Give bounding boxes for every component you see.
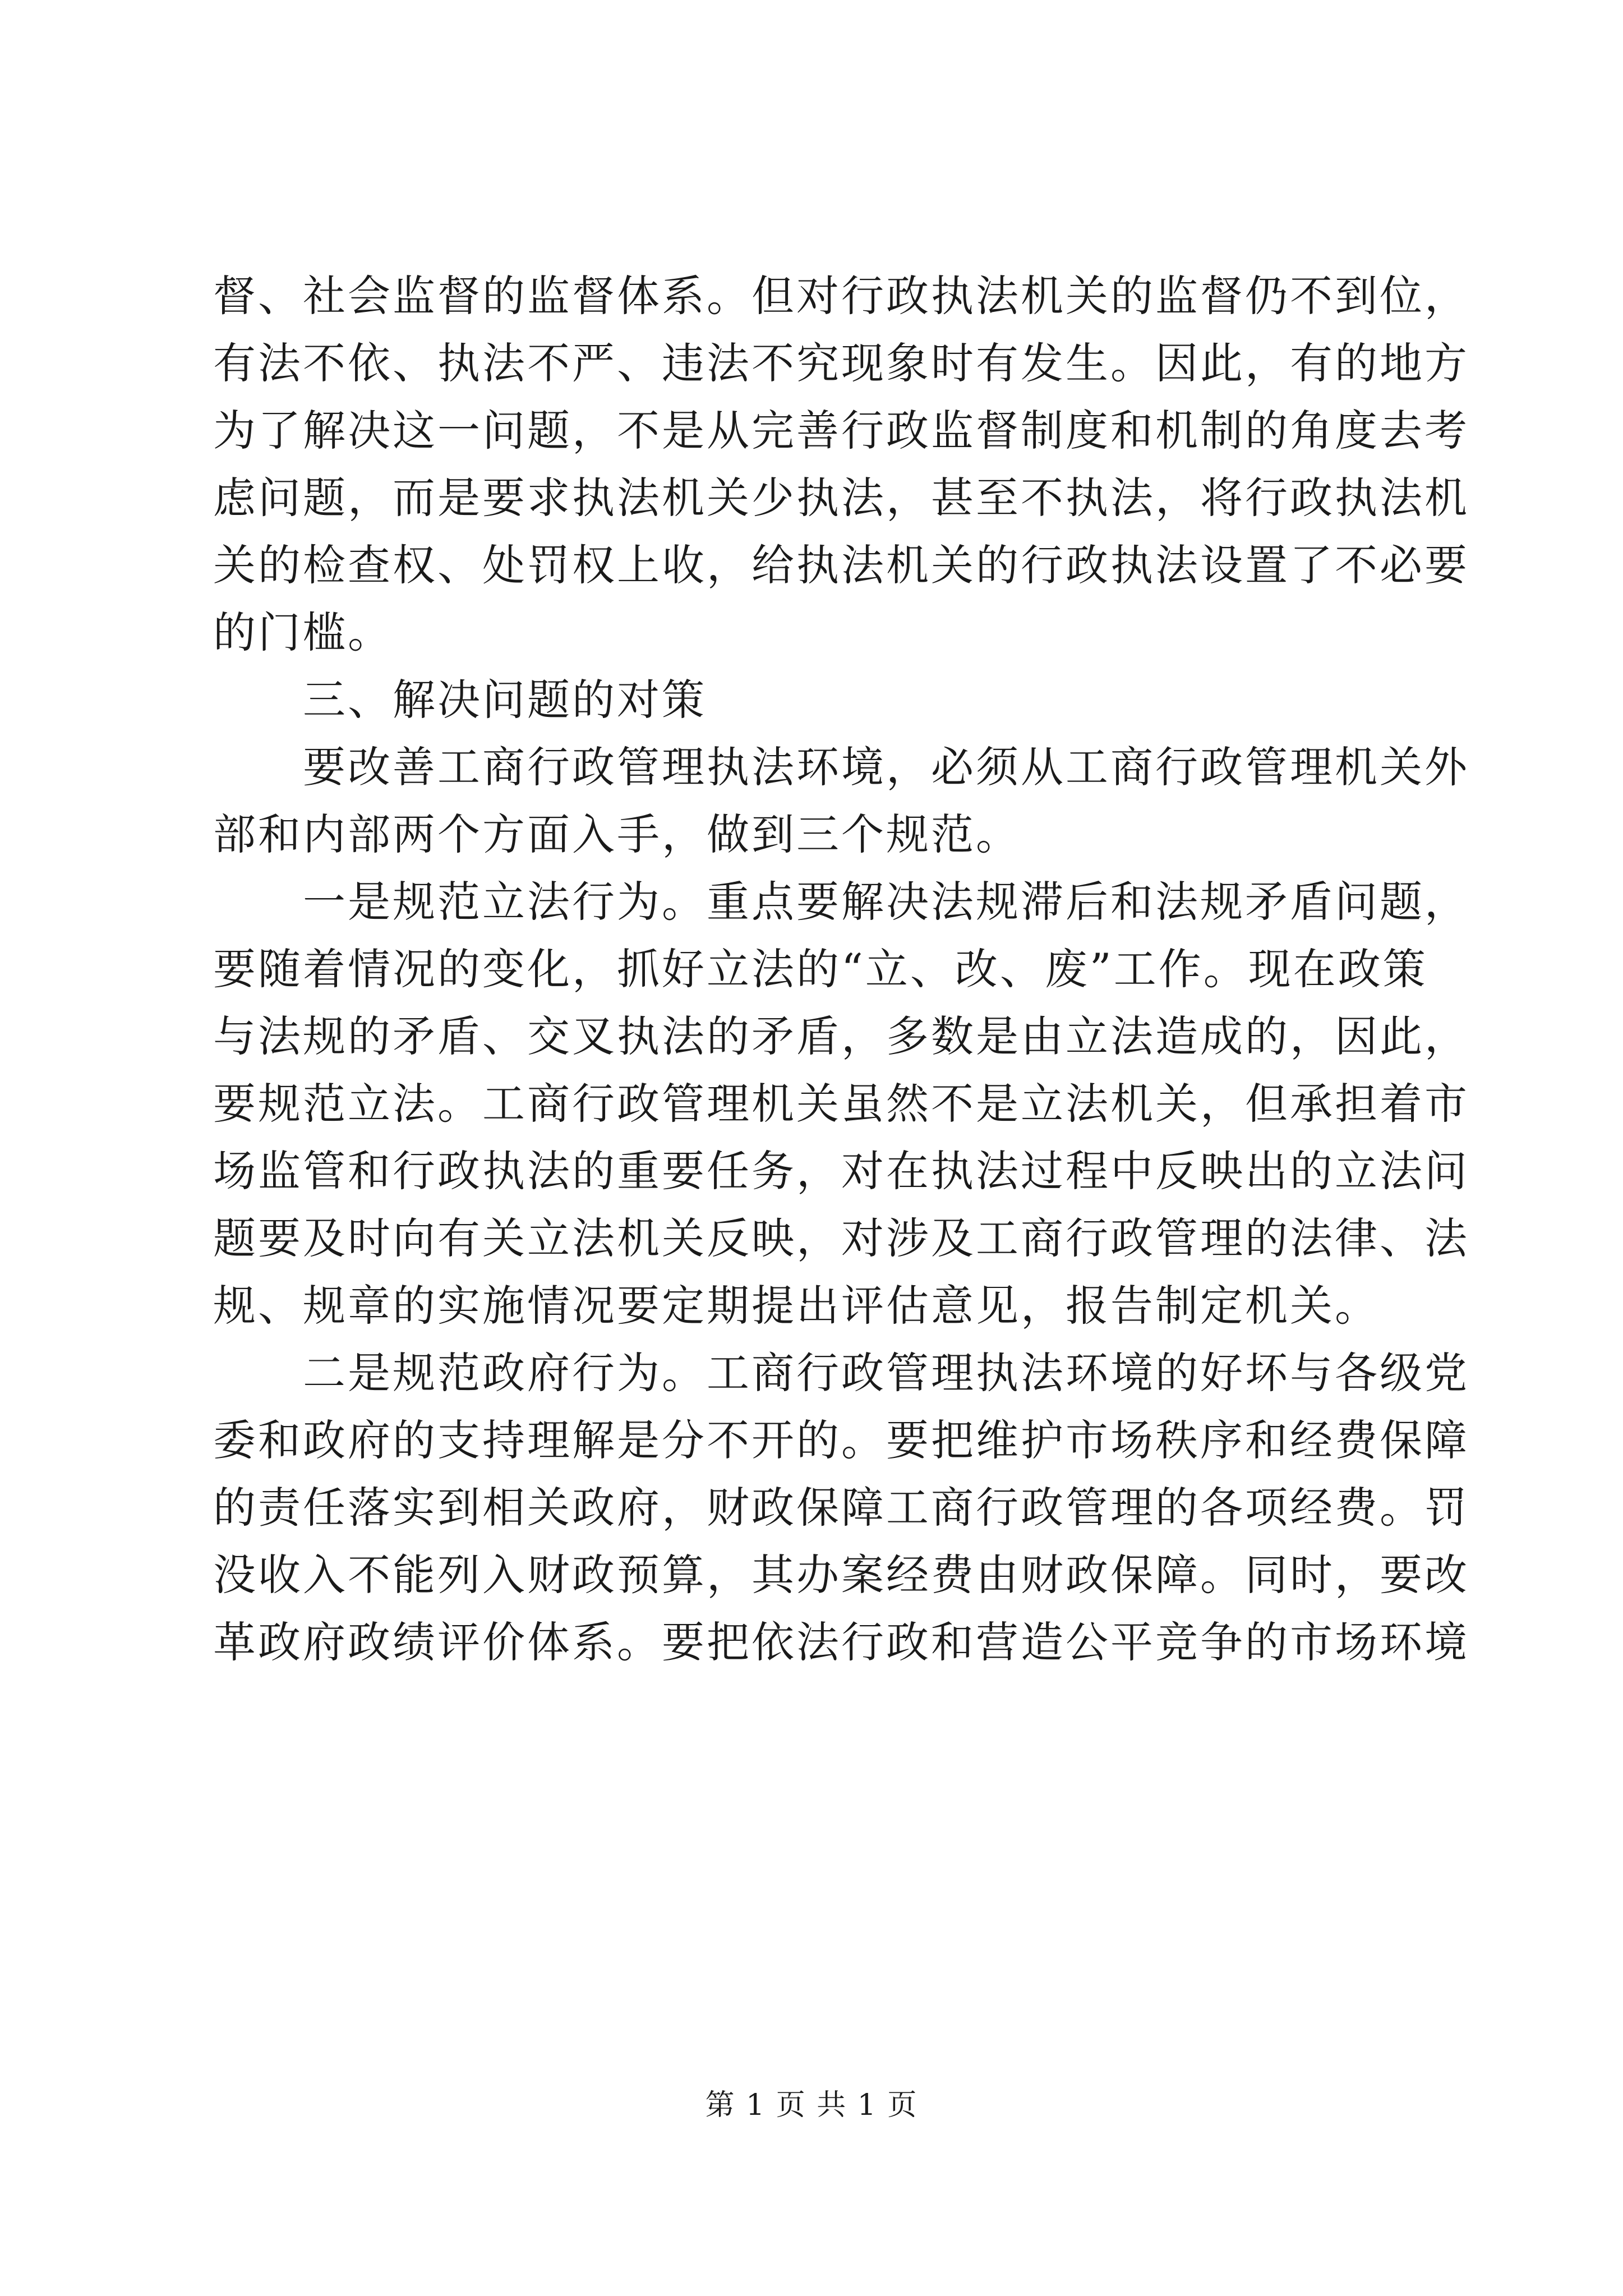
text-line: 一是规范立法行为。重点要解决法规滞后和法规矛盾问题， — [303, 877, 1469, 927]
text-line: 与法规的矛盾、交叉执法的矛盾，多数是由立法造成的，因此， — [213, 1011, 1469, 1061]
text-line: 关的检查权、处罚权上收，给执法机关的行政执法设置了不必要 — [213, 540, 1469, 590]
text-line: 要规范立法。工商行政管理机关虽然不是立法机关，但承担着市 — [213, 1079, 1469, 1129]
text-line: 要改善工商行政管理执法环境，必须从工商行政管理机关外 — [303, 742, 1469, 792]
text-line: 场监管和行政执法的重要任务，对在执法过程中反映出的立法问 — [213, 1146, 1469, 1196]
text-line: 委和政府的支持理解是分不开的。要把维护市场秩序和经费保障 — [213, 1415, 1469, 1465]
text-line: 虑问题，而是要求执法机关少执法，甚至不执法，将行政执法机 — [213, 473, 1469, 523]
text-line: 革政府政绩评价体系。要把依法行政和营造公平竞争的市场环境 — [213, 1617, 1469, 1667]
text-line: 没收入不能列入财政预算，其办案经费由财政保障。同时，要改 — [213, 1550, 1469, 1600]
text-line: 规、规章的实施情况要定期提出评估意见，报告制定机关。 — [213, 1281, 1380, 1331]
text-line: 题要及时向有关立法机关反映，对涉及工商行政管理的法律、法 — [213, 1213, 1469, 1263]
text-line: 的门槛。 — [213, 608, 393, 657]
text-line: 的责任落实到相关政府，财政保障工商行政管理的各项经费。罚 — [213, 1483, 1469, 1533]
text-line: 要随着情况的变化，抓好立法的“立、改、废”工作。现在政策 — [213, 944, 1428, 994]
text-line: 二是规范政府行为。工商行政管理执法环境的好坏与各级党 — [303, 1348, 1469, 1398]
section-heading: 三、解决问题的对策 — [303, 675, 707, 725]
text-line: 有法不依、执法不严、违法不究现象时有发生。因此，有的地方 — [213, 338, 1469, 388]
text-line: 部和内部两个方面入手，做到三个规范。 — [213, 809, 1021, 859]
document-body — [213, 263, 1469, 1676]
text-line: 为了解决这一问题，不是从完善行政监督制度和机制的角度去考 — [213, 406, 1469, 455]
text-line: 督、社会监督的监督体系。但对行政执法机关的监督仍不到位， — [213, 271, 1469, 321]
page-number-footer: 第 1 页 共 1 页 — [705, 2088, 918, 2122]
